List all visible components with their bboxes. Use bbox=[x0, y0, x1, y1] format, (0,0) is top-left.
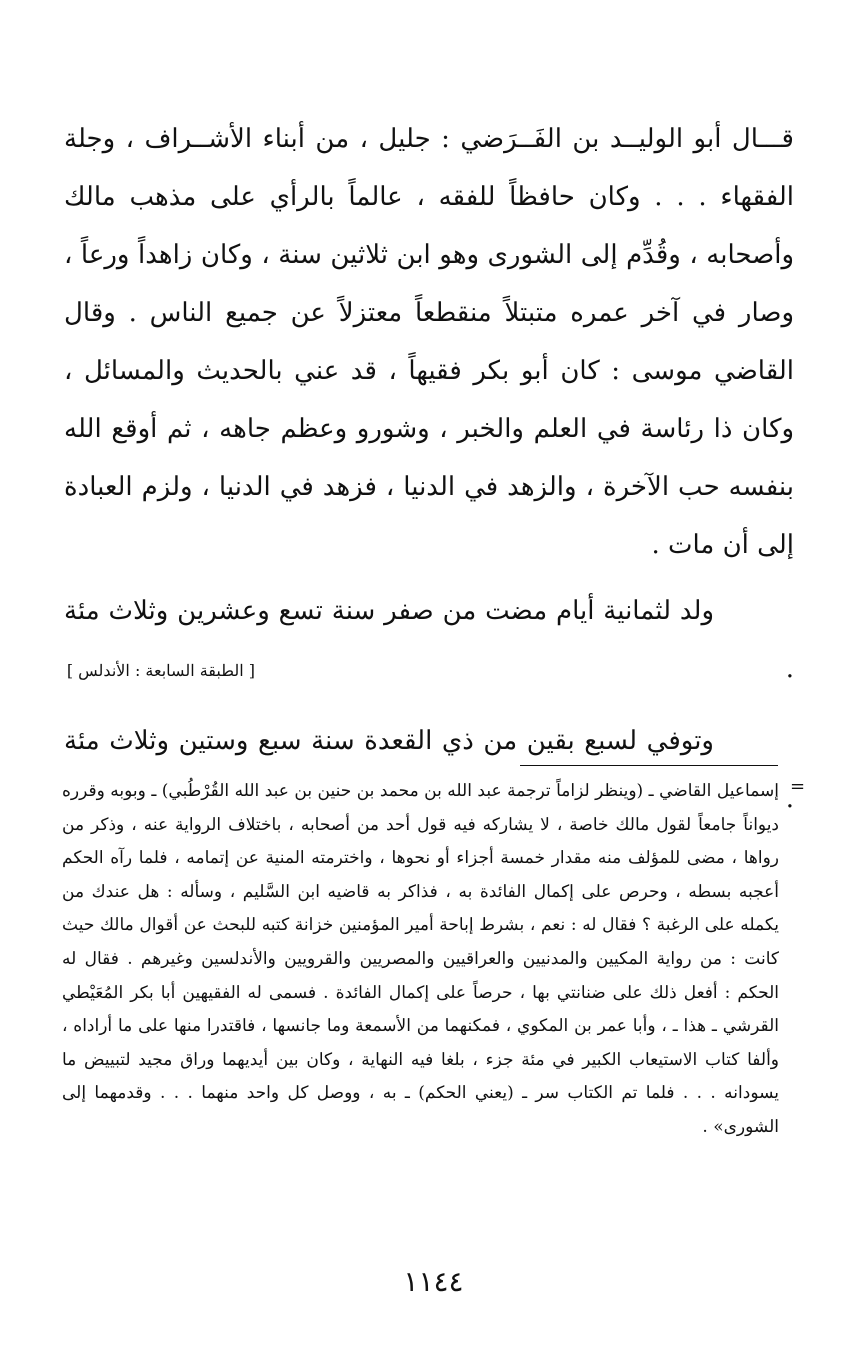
birth-date-paragraph: ولد لثمانية أيام مضت من صفر سنة تسع وعشرين وثلاث مئة . bbox=[64, 596, 794, 684]
page-number: ١١٤٤ bbox=[403, 1265, 464, 1298]
biography-paragraph: قـــال أبو الوليــد بن الفَــرَضي : جليل ، من أبناء الأشــراف ، وجلة الفقهاء . . . وكان حافظاً للفقه ، عالماً بالرأي على مذهب مالك وأصحابه ، وقُدِّم إلى الشورى وهو ابن ثلاثين سنة ، وكان زاهداً ورعاً ، وصار في آخر عمره متبتلاً منقطعاً معتزلاً عن جميع الناس . وقال القاضي موسى : كان أبو بكر فقيهاً ، قد عني بالحديث والمسائل ، وكان ذا رئاسة في العلم والخبر ، وشورو وعظم جاهه ، ثم أوقع الله بنفسه حب الآخرة ، والزهد في الدنيا ، فزهد في الدنيا ، ولزم العبادة إلى أن مات . bbox=[64, 124, 794, 560]
footnote-separator bbox=[520, 765, 778, 766]
death-date-paragraph: وتوفي لسبع بقين من ذي القعدة سنة سبع وستين وثلاث مئة . bbox=[64, 726, 794, 814]
footnote-continuation-marker: = bbox=[790, 776, 806, 797]
footnote-text: إسماعيل القاضي ـ (وينظر لزاماً ترجمة عبد الله بن محمد بن حنين بن عبد الله القُرْطُبي) ـ وبوبه وقرره ديواناً جامعاً لقول مالك خاصة ، لا يشاركه فيه قول أحد من أصحابه ، باختلاف الرواية عنه ، وذكر من رواها ، مضى للمؤلف منه مقدار خمسة أجزاء أو نحوها ، واخترمته المنية عن إتمامه ، فلما رآه الحكم أعجبه بسطه ، وحرص على إكمال الفائدة به ، فذاكر به قاضيه ابن السَّليم ، وسأله : هل عندك من يكمله على الرغبة ؟ فقال له : نعم ، بشرط إباحة أمير المؤمنين خزانة كتبه للبحث عن أقوال مالك حيث كانت : من رواية المكيين والمدنيين والعراقيين والمصريين والقرويين والأندلسين وغيرهم . فقال له الحكم : أفعل ذلك على ضنانتي بها ، حرصاً على إكمال الفائدة . فسمى له الفقيهين أبا بكر المُعَيْطي القرشي ـ هذا ـ ، وأبا عمر بن المكوي ، فمكنهما من الأسمعة وما جانسها ، فاقتدرا منها على ما أراداه ، وألفا كتاب الاستيعاب الكبير في مئة جزء ، بلغا فيه النهاية ، وكان بين أيديهما وراق مجيد لتبييض ما يسودانه . . . فلما تم الكتاب سر ـ (يعني الحكم) ـ به ، ووصل كل واحد منهما . . . وقدمهما إلى الشورى» . bbox=[62, 781, 779, 1137]
section-reference: [ الطبقة السابعة : الأندلس ] bbox=[66, 661, 255, 680]
main-text-body bbox=[64, 110, 794, 828]
footnote bbox=[62, 775, 779, 1145]
